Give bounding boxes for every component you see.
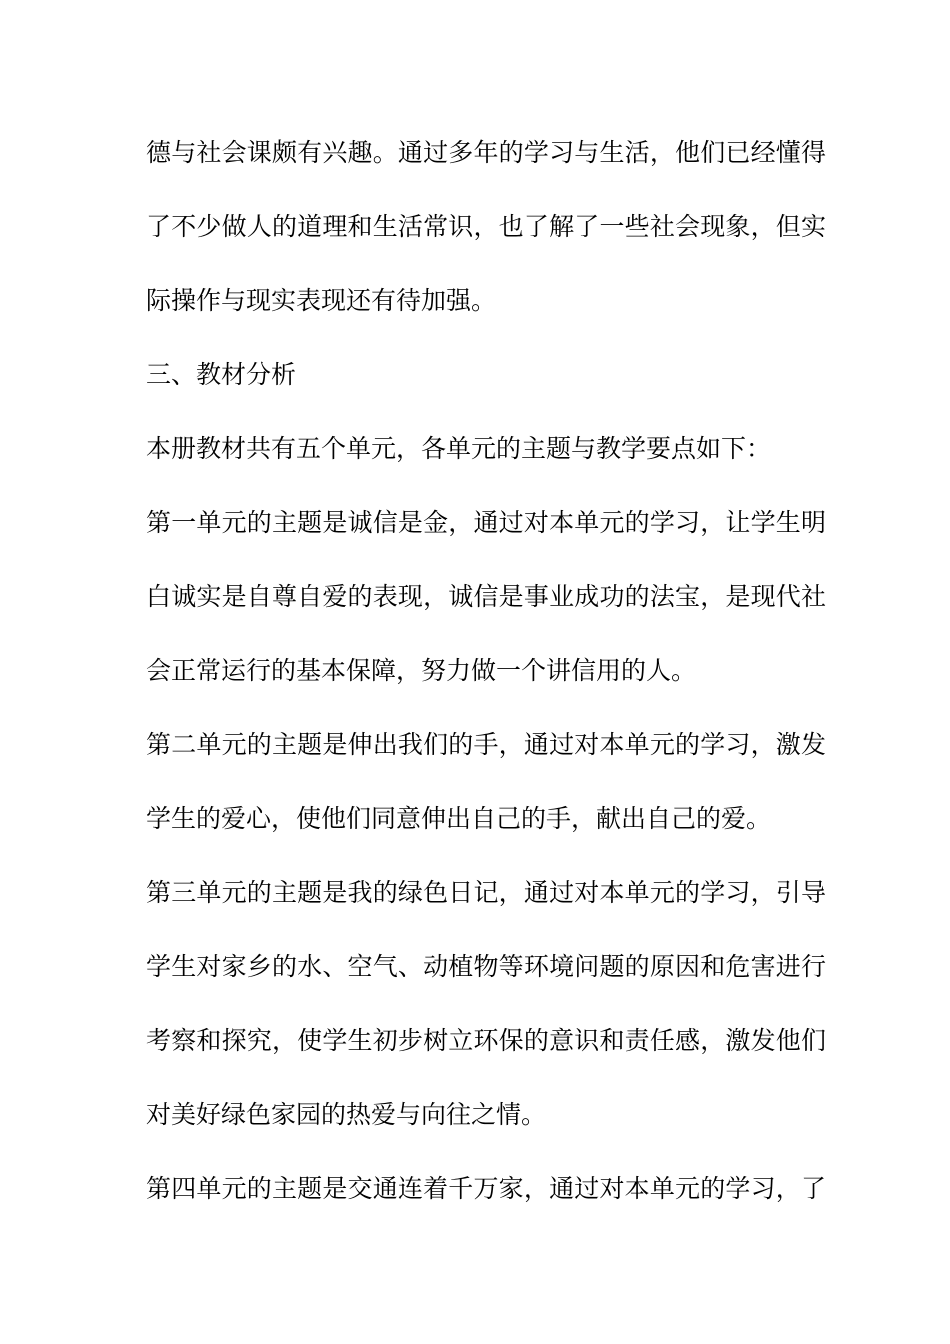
- paragraph-line: 德与社会课颇有兴趣。通过多年的学习与生活，他们已经懂得: [146, 138, 826, 167]
- section-heading: 三、教材分析: [146, 360, 297, 389]
- paragraph-line: 了不少做人的道理和生活常识，也了解了一些社会现象，但实: [146, 212, 826, 241]
- paragraph-line: 本册教材共有五个单元，各单元的主题与教学要点如下：: [146, 434, 772, 463]
- paragraph-line: 第一单元的主题是诚信是金，通过对本单元的学习，让学生明: [146, 508, 826, 537]
- paragraph-line: 会正常运行的基本保障，努力做一个讲信用的人。: [146, 656, 697, 685]
- paragraph-line: 第三单元的主题是我的绿色日记，通过对本单元的学习，引导: [146, 878, 826, 907]
- paragraph-line: 考察和探究，使学生初步树立环保的意识和责任感，激发他们: [146, 1026, 826, 1055]
- paragraph-line: 白诚实是自尊自爱的表现，诚信是事业成功的法宝，是现代社: [146, 582, 826, 611]
- paragraph-line: 第四单元的主题是交通连着千万家，通过对本单元的学习，了: [146, 1174, 826, 1203]
- paragraph-line: 第二单元的主题是伸出我们的手，通过对本单元的学习，激发: [146, 730, 826, 759]
- paragraph-line: 学生的爱心，使他们同意伸出自己的手，献出自己的爱。: [146, 804, 772, 833]
- paragraph-line: 学生对家乡的水、空气、动植物等环境问题的原因和危害进行: [146, 952, 826, 981]
- paragraph-line: 际操作与现实表现还有待加强。: [146, 286, 497, 315]
- paragraph-line: 对美好绿色家园的热爱与向往之情。: [146, 1100, 547, 1129]
